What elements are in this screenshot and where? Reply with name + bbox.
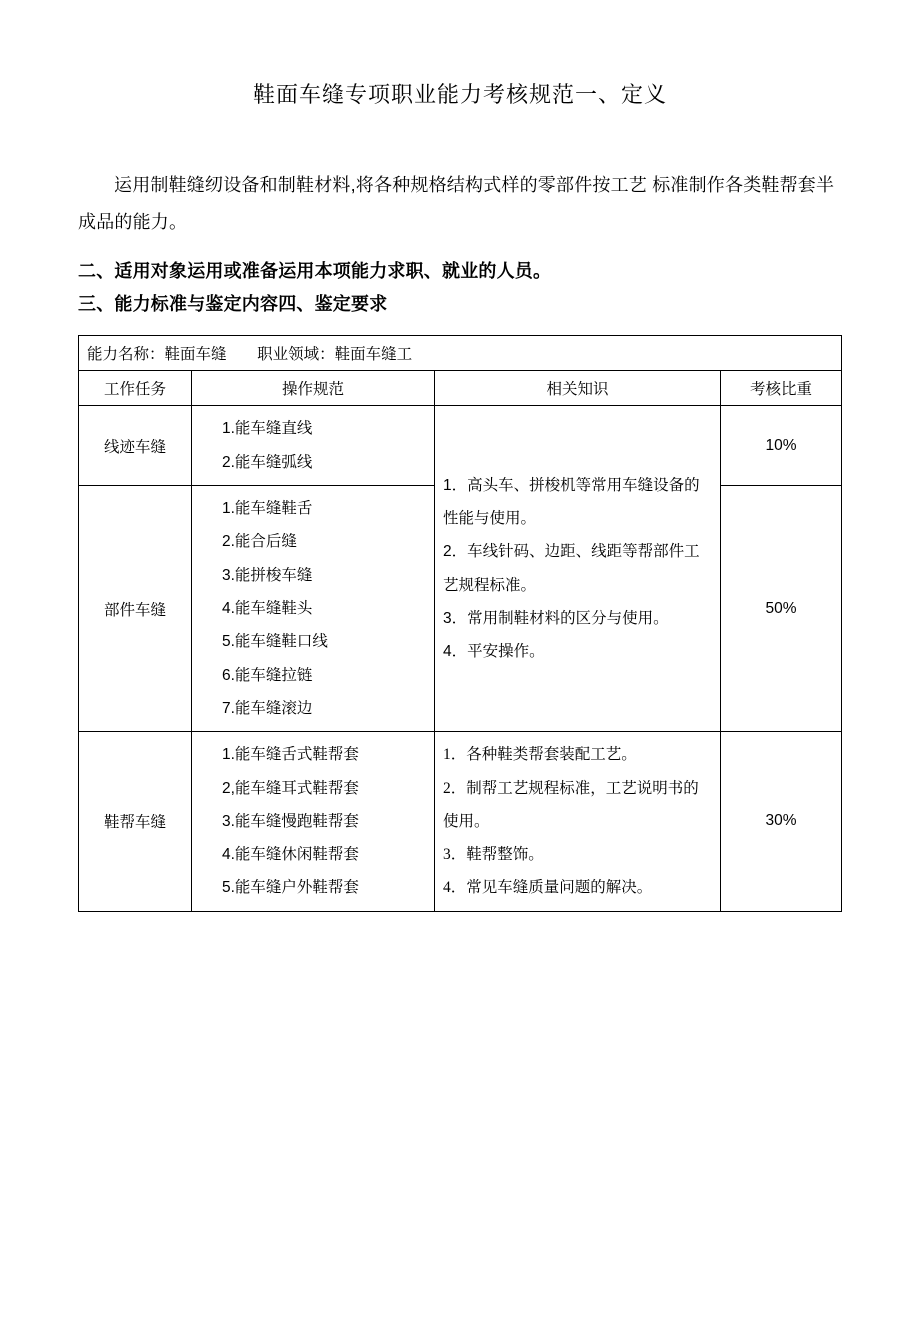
knowledge-cell-merged (435, 406, 721, 732)
weight-cell: 10% (721, 406, 842, 486)
operation-item: 1.能车缝鞋舌 (222, 500, 313, 517)
operation-cell (192, 486, 435, 732)
operation-item: 4.能车缝休闲鞋帮套 (222, 846, 359, 864)
heading-section-2: 二、适用对象运用或准备运用本项能力求职、就业的人员。 (78, 260, 552, 281)
table-row (79, 732, 842, 912)
table-row (79, 406, 842, 486)
operation-item: 5.能车缝户外鞋帮套 (222, 879, 359, 897)
heading-section-3: 三、能力标准与鉴定内容四、鉴定要求 (78, 294, 388, 315)
operation-item: 3.能车缝慢跑鞋帮套 (222, 812, 359, 830)
operation-item: 3.能拼梭车缝 (222, 566, 313, 584)
knowledge-cell (435, 732, 721, 912)
ability-standard-table (78, 335, 842, 911)
knowledge-item: 1．各种鞋类帮套装配工艺。 (443, 746, 637, 764)
knowledge-item: 2．制帮工艺规程标准，工艺说明书的使用。 (443, 779, 699, 830)
column-header-task: 工作任务 (79, 371, 192, 406)
knowledge-item: 4．平安操作。 (443, 643, 545, 661)
task-cell: 部件车缝 (79, 486, 192, 732)
table-meta-cell (79, 336, 842, 371)
knowledge-item: 4．常见车缝质量问题的解决。 (443, 879, 653, 897)
operation-item: 2.能车缝弧线 (222, 453, 313, 471)
operation-item: 1.能车缝直线 (222, 420, 313, 438)
operation-cell (192, 732, 435, 912)
operation-item: 1.能车缝舌式鞋帮套 (222, 746, 359, 764)
ability-name-label: 能力名称：鞋面车缝 (87, 346, 227, 364)
operation-cell (192, 406, 435, 486)
intro-paragraph: 运用制鞋缝纫设备和制鞋材料,将各种规格结构式样的零部件按工艺 标准制作各类鞋帮套半成品的能力。 (78, 175, 835, 232)
column-header-knowledge: 相关知识 (435, 371, 721, 406)
knowledge-item: 2．车线针码、边距、线距等帮部件工艺规程标准。 (443, 543, 700, 594)
table-row-meta (79, 336, 842, 371)
task-cell: 线迹车缝 (79, 406, 192, 486)
operation-item: 4.能车缝鞋头 (222, 599, 313, 617)
occupation-field-label: 职业领域：鞋面车缝工 (257, 346, 413, 364)
operation-item: 5.能车缝鞋口线 (222, 633, 328, 651)
table-row-header (79, 371, 842, 406)
weight-cell: 50% (721, 486, 842, 732)
operation-item: 2,能车缝耳式鞋帮套 (222, 779, 359, 797)
knowledge-item: 3．鞋帮整饰。 (443, 846, 544, 864)
operation-item: 7.能车缝滚边 (222, 699, 313, 717)
operation-item: 2.能合后缝 (222, 533, 297, 551)
knowledge-item: 3．常用制鞋材料的区分与使用。 (443, 610, 669, 628)
page-title: 鞋面车缝专项职业能力考核规范一、定义 (252, 82, 667, 107)
column-header-operation: 操作规范 (192, 371, 435, 406)
operation-item: 6.能车缝拉链 (222, 666, 313, 684)
column-header-weight: 考核比重 (721, 371, 842, 406)
knowledge-item: 1．高头车、拼梭机等常用车缝设备的性能与使用。 (443, 476, 700, 528)
document-page (0, 78, 920, 1342)
task-cell: 鞋帮车缝 (79, 732, 192, 912)
weight-cell: 30% (721, 732, 842, 912)
